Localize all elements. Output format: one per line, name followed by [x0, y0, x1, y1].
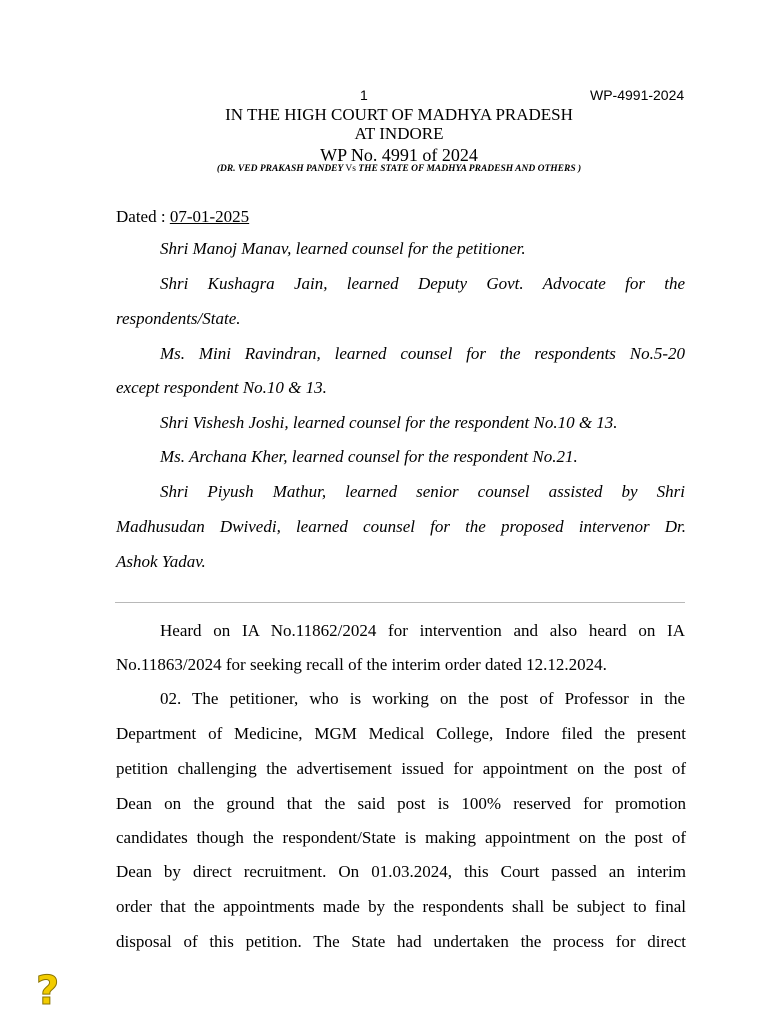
appearance-intervenor-line1: Shri Piyush Mathur, learned senior counsel assisted by Shri: [160, 482, 685, 501]
case-number: WP No. 4991 of 2024: [320, 145, 478, 165]
para2-line5: candidates though the respondent/State is making appointment on the post of: [116, 828, 686, 847]
appearance-state-line1: Shri Kushagra Jain, learned Deputy Govt. Advocate for the: [160, 274, 685, 293]
para2-line4: Dean on the ground that the said post is 100% reserved for promotion: [116, 794, 686, 813]
parties-line: [0, 164, 768, 174]
para2-line1: 02. The petitioner, who is working on the post of Professor in the: [160, 689, 685, 708]
para2-line7: order that the appointments made by the respondents shall be subject to final: [116, 897, 686, 916]
dated-label: Dated :: [116, 207, 166, 226]
appearance-intervenor-line3: Ashok Yadav.: [116, 552, 206, 571]
para2-line6: Dean by direct recruitment. On 01.03.2024, this Court passed an interim: [116, 862, 686, 881]
page-number: 1: [360, 87, 368, 103]
appearance-r5-20-line2: except respondent No.10 & 13.: [116, 378, 327, 397]
para2-line8: disposal of this petition. The State had undertaken the process for direct: [116, 932, 686, 951]
para1-line1: Heard on IA No.11862/2024 for intervention and also heard on IA: [160, 621, 685, 640]
para2-line3: petition challenging the advertisement issued for appointment on the post of: [116, 759, 686, 778]
appearance-intervenor-line2: Madhusudan Dwivedi, learned counsel for the proposed intervenor Dr.: [116, 517, 686, 536]
section-divider: [115, 602, 685, 603]
petitioner-name: (DR. VED PRAKASH PANDEY: [216, 164, 343, 174]
para1-line2: No.11863/2024 for seeking recall of the interim order dated 12.12.2024.: [116, 655, 607, 674]
respondents-name: THE STATE OF MADHYA PRADESH AND OTHERS ): [358, 164, 582, 174]
para2-line2: Department of Medicine, MGM Medical College, Indore filed the present: [116, 724, 686, 743]
appearance-petitioner: Shri Manoj Manav, learned counsel for the petitioner.: [160, 239, 526, 258]
appearance-r5-20-line1: Ms. Mini Ravindran, learned counsel for the respondents No.5-20: [160, 344, 685, 363]
help-icon[interactable]: ?: [36, 968, 60, 1014]
dated-value: 07-01-2025: [169, 207, 250, 226]
order-date: [116, 207, 249, 227]
appearance-r10-13: Shri Vishesh Joshi, learned counsel for the respondent No.10 & 13.: [160, 413, 618, 432]
appearance-state-line2: respondents/State.: [116, 309, 241, 328]
versus: Vs: [345, 164, 356, 174]
case-reference: WP-4991-2024: [590, 87, 685, 103]
court-title: IN THE HIGH COURT OF MADHYA PRADESH: [225, 105, 573, 124]
bench-location: AT INDORE: [354, 124, 444, 143]
appearance-r21: Ms. Archana Kher, learned counsel for the respondent No.21.: [160, 447, 578, 466]
